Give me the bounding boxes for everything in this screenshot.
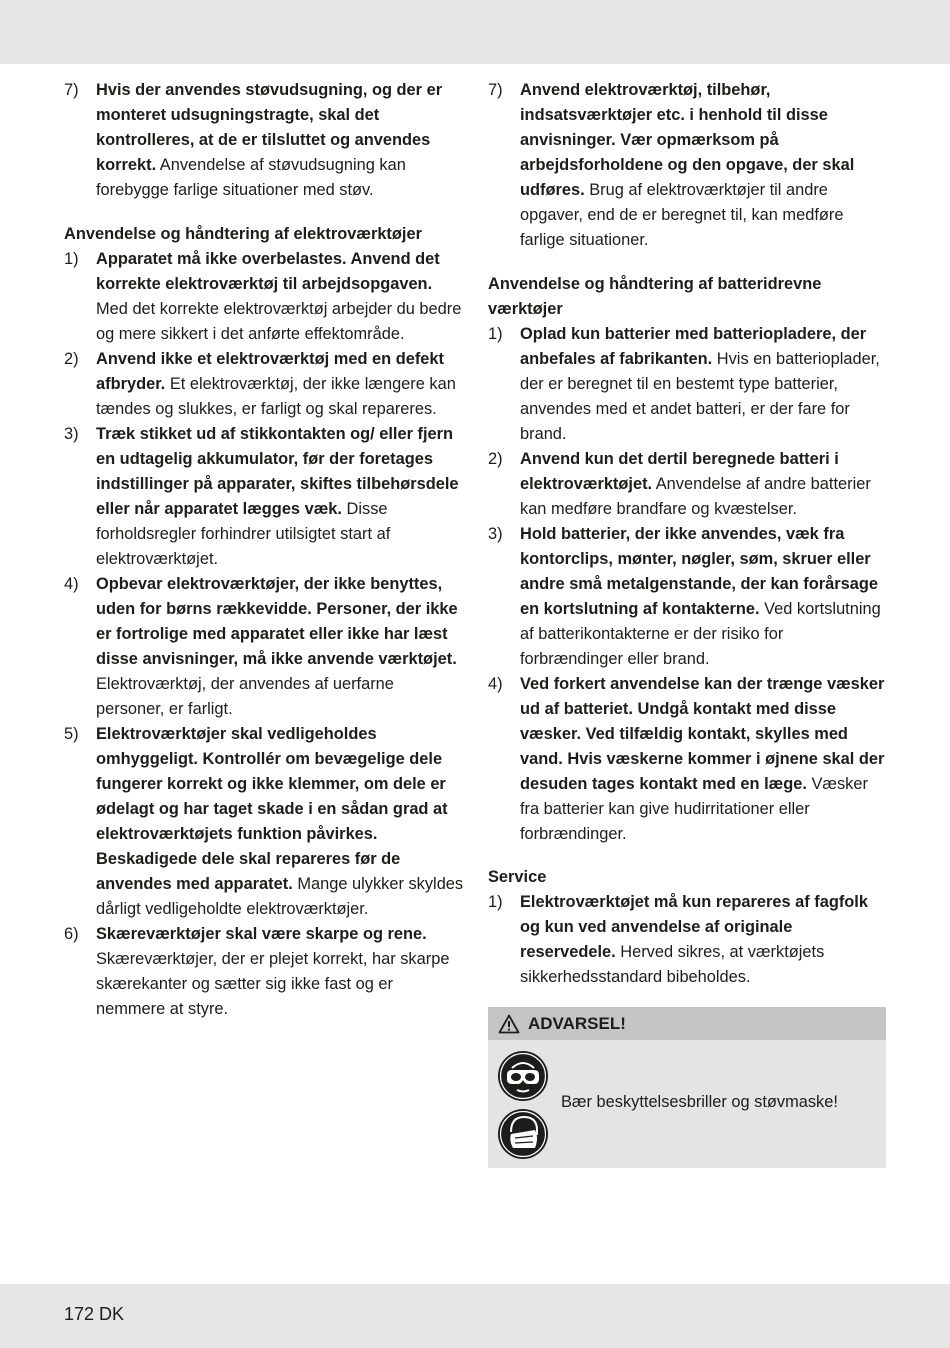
item-text — [96, 922, 466, 1022]
section-heading: Anvendelse og håndtering af elektroværktøjer — [64, 225, 422, 243]
item-normal-text: Hvis en batterioplader, der er beregnet til en bestemt type batterier, anvendes med et andet batteri, er der fare for brand. — [520, 350, 880, 443]
item-text — [96, 247, 466, 347]
item-number: 4) — [488, 675, 503, 693]
item-number: 2) — [488, 450, 503, 468]
list-item — [64, 722, 466, 922]
warning-triangle-icon — [498, 1014, 520, 1034]
list-item — [488, 78, 888, 253]
item-text — [520, 890, 888, 990]
item-bold-text: Elektroværktøjer skal vedligeholdes omhyggeligt. Kontrollér om bevægelige dele fungerer korrekt og ikke klemmer, om dele er ødelagt og har taget skade i en sådan grad at elektroværktøjets funktion påvirkes. Beskadigede dele skal repareres før de anvendes med apparatet. — [96, 725, 448, 893]
list-item — [488, 322, 888, 447]
right-column — [488, 78, 888, 1168]
section-heading: Anvendelse og håndtering af batteridrevne værktøjer — [488, 275, 822, 318]
item-text — [96, 722, 466, 922]
item-number: 7) — [488, 81, 503, 99]
bottom-band — [0, 1284, 950, 1348]
item-number: 6) — [64, 925, 79, 943]
item-normal-text: Et elektroværktøj, der ikke længere kan tændes og slukkes, er farligt og skal repareres. — [96, 375, 456, 418]
top-band — [0, 0, 950, 64]
item-normal-text: Disse forholdsregler forhindrer utilsigtet start af elektroværktøjet. — [96, 500, 391, 568]
item-normal-text: Anvendelse af støvudsugning kan forebygge farlige situationer med støv. — [96, 156, 406, 199]
item-number: 3) — [64, 425, 79, 443]
item-normal-text: Herved sikres, at værktøjets sikkerhedsstandard bibeholdes. — [520, 943, 825, 986]
warning-header — [488, 1007, 886, 1040]
item-bold-text: Skæreværktøjer skal være skarpe og rene. — [96, 925, 427, 943]
list-item — [64, 347, 466, 422]
left-column — [64, 78, 466, 1022]
service-heading: Service — [488, 868, 547, 886]
item-bold-text: Anvend elektroværktøj, tilbehør, indsatsværktøjer etc. i henhold til disse anvisninger. Vær opmærksom på arbejdsforholdene og den opgave, der skal udføres. — [520, 81, 855, 199]
warning-box — [488, 1007, 886, 1168]
item-text — [520, 672, 888, 847]
list-item — [64, 247, 466, 347]
item-text — [96, 347, 466, 422]
item-normal-text: Med det korrekte elektroværktøj arbejder du bedre og mere sikkert i det anførte effektområde. — [96, 300, 462, 343]
list-item — [64, 422, 466, 572]
item-text — [520, 78, 888, 253]
item-text — [96, 78, 466, 203]
item-normal-text: Elektroværktøj, der anvendes af uerfarne personer, er farligt. — [96, 675, 394, 718]
list-item — [64, 922, 466, 1022]
list-item — [488, 522, 888, 672]
safety-goggles-icon — [497, 1050, 549, 1102]
item-number: 3) — [488, 525, 503, 543]
item-bold-text: Apparatet må ikke overbelastes. Anvend det korrekte elektroværktøj til arbejdsopgaven. — [96, 250, 440, 293]
list-item — [488, 672, 888, 847]
item-text — [520, 522, 888, 672]
item-normal-text: Mange ulykker skyldes dårligt vedligeholdte elektroværktøjer. — [96, 875, 464, 918]
item-number: 5) — [64, 725, 79, 743]
item-normal-text: Brug af elektroværktøjer til andre opgaver, end de er beregnet til, kan medføre farlige situationer. — [520, 181, 844, 249]
item-bold-text: Hvis der anvendes støvudsugning, og der er monteret udsugningstragte, skal det kontrolleres, at de er tilsluttet og anvendes korrekt. — [96, 81, 443, 174]
item-number: 7) — [64, 81, 79, 99]
item-bold-text: Hold batterier, der ikke anvendes, væk fra kontorclips, mønter, nøgler, søm, skruer eller andre små metalgenstande, der kan forårsage en kortslutning af kontakterne. — [520, 525, 879, 618]
item-bold-text: Ved forkert anvendelse kan der trænge væsker ud af batteriet. Undgå kontakt med disse væsker. Ved tilfældig kontakt, skylles med vand. Hvis væskerne kommer i øjnene skal der desuden tages kontakt med en læge. — [520, 675, 885, 793]
list-item — [64, 572, 466, 722]
item-normal-text: Skæreværktøjer, der er plejet korrekt, har skarpe skærekanter og sætter sig ikke fast og er nemmere at styre. — [96, 950, 450, 1018]
item-bold-text: Opbevar elektroværktøjer, der ikke benyttes, uden for børns rækkevidde. Personer, der ikke er fortrolige med apparatet eller ikke har læst disse anvisninger, må ikke anvende værktøjet. — [96, 575, 458, 668]
item-normal-text: Væsker fra batterier kan give hudirritationer eller forbrændinger. — [520, 775, 868, 843]
list-item — [488, 447, 888, 522]
item-number: 1) — [488, 325, 503, 343]
item-number: 1) — [64, 250, 79, 268]
item-bold-text: Anvend ikke et elektroværktøj med en defekt afbryder. — [96, 350, 444, 393]
item-number: 1) — [488, 893, 503, 911]
item-bold-text: Anvend kun det dertil beregnede batteri i elektroværktøjet. — [520, 450, 839, 493]
item-number: 4) — [64, 575, 79, 593]
item-text — [520, 322, 888, 447]
item-text — [96, 422, 466, 572]
item-bold-text: Elektroværktøjet må kun repareres af fagfolk og kun ved anvendelse af originale reservedele. — [520, 893, 868, 961]
list-item — [488, 890, 888, 990]
warning-text: Bær beskyttelsesbriller og støvmaske! — [561, 1093, 838, 1111]
warning-body — [488, 1040, 886, 1168]
item-normal-text: Anvendelse af andre batterier kan medføre brandfare og kvæstelser. — [520, 475, 871, 518]
list-item — [64, 78, 466, 203]
item-bold-text: Træk stikket ud af stikkontakten og/ eller fjern en udtagelig akkumulator, før der foretages indstillinger på apparater, skiftes tilbehørsdele eller når apparatet lægges væk. — [96, 425, 459, 518]
item-number: 2) — [64, 350, 79, 368]
item-text — [96, 572, 466, 722]
warning-title: ADVARSEL! — [528, 1014, 626, 1033]
item-text — [520, 447, 888, 522]
page-number: 172 DK — [64, 1304, 125, 1324]
dust-mask-icon — [497, 1108, 549, 1160]
item-bold-text: Oplad kun batterier med batteriopladere, der anbefales af fabrikanten. — [520, 325, 867, 368]
item-normal-text: Ved kortslutning af batterikontakterne er der risiko for forbrændinger eller brand. — [520, 600, 881, 668]
